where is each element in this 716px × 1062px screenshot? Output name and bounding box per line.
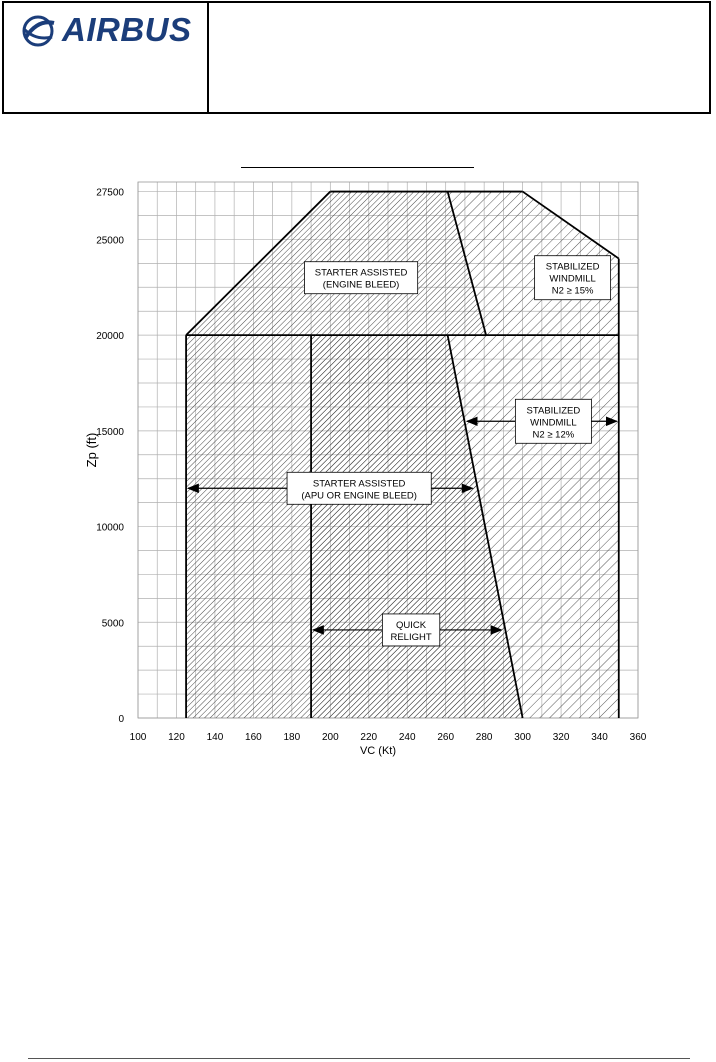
region-label-line: STABILIZED [526, 405, 581, 417]
x-tick-label: 100 [129, 732, 147, 743]
region-label-line: WINDMILL [530, 417, 577, 429]
region-label-line: QUICK [396, 619, 427, 631]
region-label-line: (APU OR ENGINE BLEED) [301, 490, 417, 502]
region-label-line: STARTER ASSISTED [314, 267, 408, 279]
y-tick-label: 27500 [96, 187, 124, 199]
region-label-line: STABILIZED [545, 261, 600, 273]
region-label-line: WINDMILL [549, 273, 596, 285]
x-tick-label: 240 [398, 732, 416, 743]
region-label-line: N2 ≥ 15% [551, 285, 594, 297]
x-tick-label: 220 [360, 732, 378, 743]
region-label-line: STARTER ASSISTED [312, 478, 406, 490]
x-tick-label: 200 [321, 732, 339, 743]
x-tick-label: 340 [591, 732, 608, 743]
x-tick-label: 160 [245, 732, 262, 743]
x-tick-label: 180 [283, 732, 301, 743]
region-label-line: (ENGINE BLEED) [322, 279, 400, 291]
logo-text: AIRBUS [62, 11, 192, 48]
x-tick-label: 280 [475, 732, 493, 743]
y-tick-label: 5000 [101, 618, 124, 630]
y-tick-label: 25000 [96, 235, 124, 247]
footer-rule [28, 1058, 690, 1059]
y-tick-label: 0 [118, 714, 124, 725]
x-axis-label: VC (Kt) [359, 745, 397, 757]
y-axis-label: Zp (ft) [84, 432, 99, 468]
x-tick-label: 120 [168, 732, 185, 743]
x-tick-label: 360 [629, 732, 647, 743]
y-tick-label: 10000 [96, 522, 124, 534]
region-label-line: N2 ≥ 12% [532, 429, 575, 441]
y-tick-label: 15000 [96, 426, 124, 438]
region-label-line: RELIGHT [390, 631, 432, 643]
x-tick-label: 300 [514, 732, 531, 743]
x-tick-label: 320 [552, 732, 570, 743]
x-tick-label: 260 [437, 732, 455, 743]
x-tick-label: 140 [206, 732, 224, 743]
y-tick-label: 20000 [96, 331, 124, 343]
